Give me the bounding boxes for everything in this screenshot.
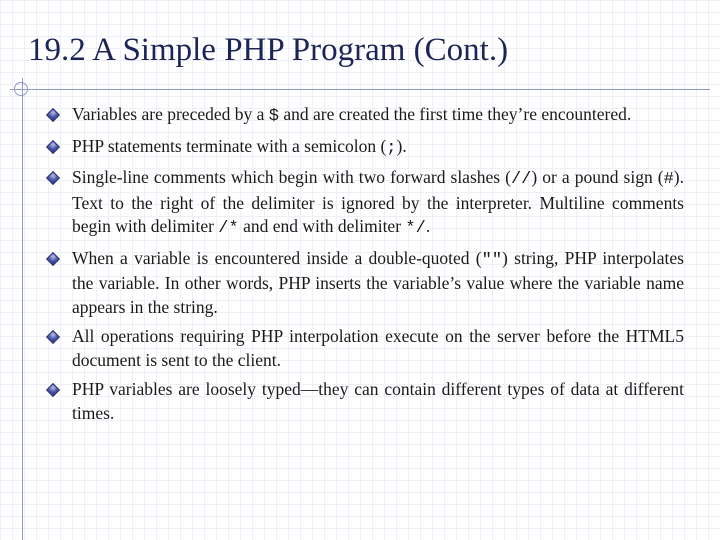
left-margin-rule [22,78,23,540]
slide-title: 19.2 A Simple PHP Program (Cont.) [28,32,509,68]
bullet-text: PHP variables are loosely typed—they can contain different types of data at different times. [72,379,684,423]
bullet-item [44,325,684,372]
bullet-text: and end with delimiter [238,216,406,236]
bullet-text: All operations requiring PHP interpolation execute on the server before the HTML5 document is sent to the client. [72,326,684,370]
diamond-bullet-icon [46,383,60,397]
bullet-text: Single-line comments which begin with two forward slashes ( [72,167,511,187]
bullet-text: ). [396,135,407,156]
code-token: // [510,170,532,189]
bullet-item [44,135,684,161]
bullet-text: ) or a pound sign ( [531,167,664,187]
bullet-text: ). Text to the right of the delimiter is ignored by the interpreter. Multiline comments begin with delimiter [72,167,684,236]
bullet-text: PHP statements terminate with a semicolon ( [72,135,387,156]
bullet-text: ) string, PHP interpolates the variable. In other words, PHP inserts the variable’s value where the variable name appears in the string. [72,247,684,317]
circle-ornament [14,82,28,96]
code-token: */ [405,219,426,238]
bullet-item [44,247,684,320]
bullet-text: Variables are preceded by a [72,104,269,124]
bullet-text: . [425,216,431,236]
bullet-text: and are created the first time they’re encountered. [278,104,632,124]
diamond-bullet-icon [46,108,60,122]
bullet-text: When a variable is encountered inside a double-quoted ( [72,247,482,268]
diamond-bullet-icon [46,330,60,344]
code-token: "" [481,250,503,270]
bullet-item [44,166,684,241]
bullet-item [44,378,684,425]
code-token: # [663,170,674,189]
diamond-bullet-icon [46,171,60,185]
diamond-bullet-icon [46,251,60,265]
code-token: /* [218,219,239,238]
bullet-item [44,103,684,129]
diamond-bullet-icon [46,139,60,153]
code-token: $ [268,107,279,126]
title-underline-rule [10,89,710,90]
bullet-list [44,103,684,431]
code-token: ; [386,138,397,158]
